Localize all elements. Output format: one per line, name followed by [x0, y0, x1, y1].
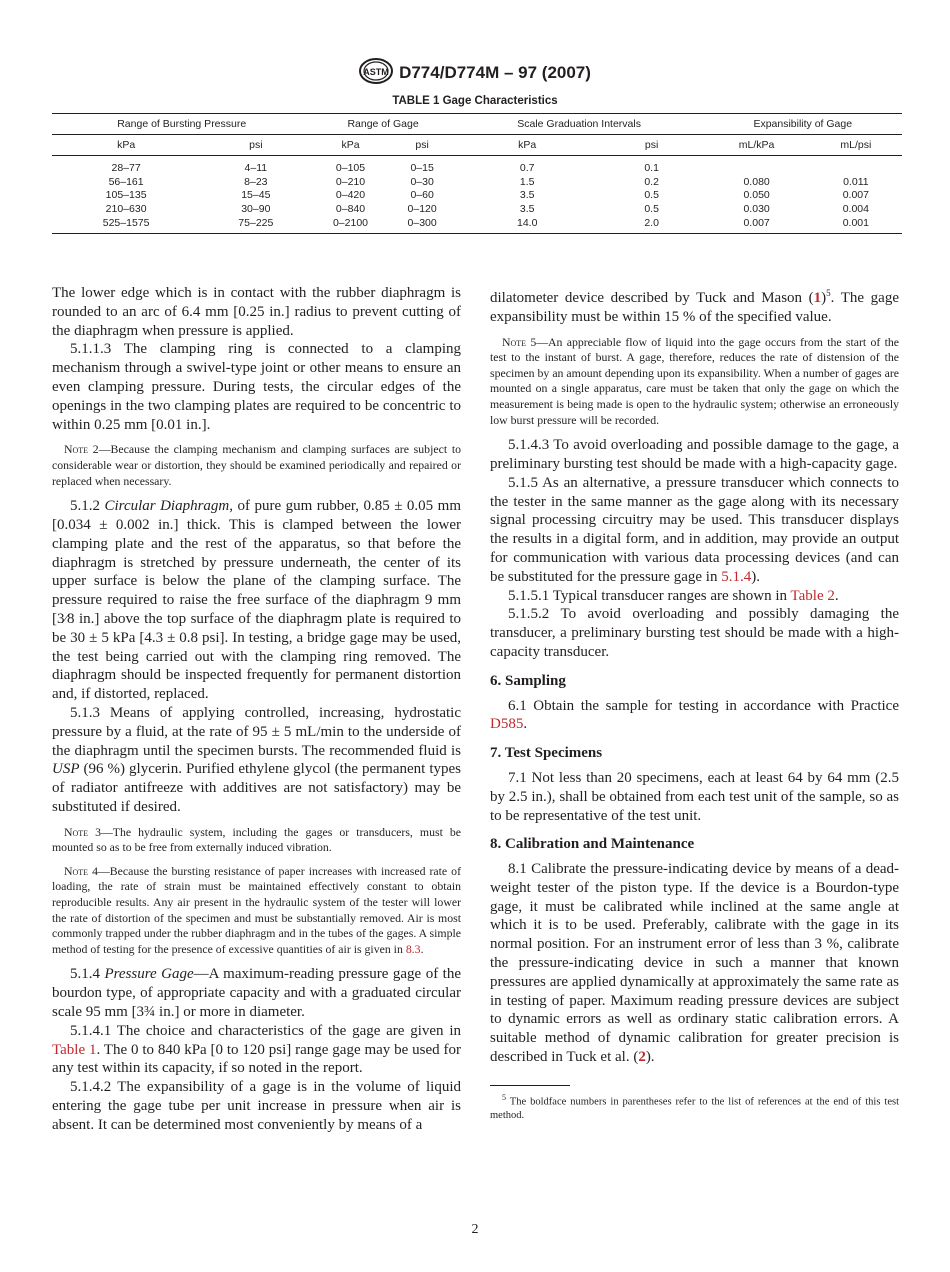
table-cell: 1.5 — [519, 175, 535, 188]
table-cell: 0.007 — [842, 189, 869, 202]
table-row — [52, 156, 902, 176]
paragraph-text: 5.1.5 As an alternative, a pressure transducer which connects to the tester in the same manner as the gage along with its necessary signal processing circuitry may be used. This transducer displays the results in a digital form, and in addition, may provide an output for communication with various data processing devices (and can be substituted for the pressure gage in — [490, 474, 899, 585]
section-heading-test-specimens: 7. Test Specimens — [490, 745, 603, 762]
paragraph-text: 6.1 Obtain the sample for testing in accordance with Practice — [508, 697, 899, 714]
table-cell: 0–840 — [335, 203, 366, 216]
table-cell: 4–11 — [244, 162, 268, 175]
reference-link[interactable]: 1 — [813, 290, 822, 306]
table-cell: 0.1 — [644, 162, 659, 175]
paragraph-text: , of pure gum rubber, 0.85 ± 0.05 mm [0.034 ± 0.002 in.] thick. This is clamped between the lower clamping plate and the rest of the apparatus, so that before the diaphragm is stretched by pressure underneath, the center of its upper surface is below the plane of the clamping surface. The pressure required to raise the free surface of the diaphragm 9 mm [3⁄8 in.] above the top surface of the diaphragm plate is required to be 30 ± 5 kPa [4.3 ± 0.8 psi]. In testing, a bridge gage may be used, the test being carried out with the clamping ring removed. The diaphragm should be inspected frequently for permanent distortion and, if distorted, replaced. — [52, 498, 461, 703]
table-unit-header: psi — [390, 135, 455, 156]
table-cell: 0–30 — [410, 175, 434, 188]
paragraph-text: . — [834, 587, 839, 604]
page-header — [0, 58, 950, 89]
table-cell: 210–630 — [105, 203, 147, 216]
paragraph-5-1-3 — [52, 704, 461, 817]
table-cell: 0.011 — [843, 175, 869, 188]
gage-characteristics-table — [52, 113, 902, 234]
table-cell: 0–2100 — [311, 216, 389, 233]
footnote-text: The boldface numbers in parentheses refer to the list of references at the end of this test method. — [490, 1096, 899, 1122]
paragraph-text: —A maximum-reading pressure gage of the bourdon type, of appropriate capacity and with a graduated circular scale 95 mm [3¾ in.] or more in diameter. — [52, 966, 461, 1021]
table-unit-header: psi — [600, 135, 704, 156]
footnote-marker: 5 — [502, 1092, 506, 1102]
table-cell: 0–120 — [407, 203, 437, 216]
paragraph-text: 5.1.3 Means of applying controlled, increasing, hydrostatic pressure by a fluid, at the rate of 95 ± 5 mL/min to the underside of the diaphragm until the specimen bursts. The recommended fluid is — [52, 704, 461, 759]
paragraph-text: . The 0 to 840 kPa [0 to 120 psi] range gage may be used for any test within its capacity, if so noted in the report. — [52, 1041, 461, 1077]
note-text: . — [420, 941, 424, 956]
paragraph-5-1-4-3: 5.1.4.3 To avoid overloading and possible damage to the gage, a preliminary bursting test should be made with a high-capacity gage. — [490, 437, 899, 472]
note-text: 5—An appreciable flow of liquid into the gage occurs from the start of the test to the instant of burst. A gage, therefore, reduces the rate of distension of the specimen by an amount depending upon its expansibility. When a number of gages are mounted on a single apparatus, care must be taken that only the gage on which the measurement is being made is open to the hydraulic system; otherwise an erroneously low burst pressure will be recorded. — [490, 334, 899, 427]
table-cell — [704, 156, 810, 176]
note-label: Note — [64, 824, 89, 839]
table-group-header: Range of Gage — [311, 114, 454, 135]
table-cell: 0.5 — [644, 203, 659, 216]
paragraph-5-1-2 — [52, 497, 461, 704]
paragraph-text: (96 %) glycerin. Purified ethylene glycol (the permanent types of radiator antifreeze with additives are not satisfactory) may be substituted if desired. — [52, 761, 461, 815]
table-unit-header: psi — [200, 135, 311, 156]
table-cell: 105–135 — [105, 189, 147, 202]
table-unit-header: kPa — [311, 135, 389, 156]
paragraph-5-1-5-2: 5.1.5.2 To avoid overloading and possibly damaging the transducer, a preliminary bursting test should be made with a high-capacity transducer. — [490, 606, 899, 660]
term: USP — [52, 761, 80, 778]
paragraph-5-1-1-3: 5.1.1.3 The clamping ring is connected to a clamping mechanism through a swivel-type joint or other means to ensure an even clamping pressure. During tests, the circular edges of the openings in the two clamping plates are required to be concentric to within 0.25 mm [0.01 in.]. — [52, 341, 461, 433]
table-cell: 0.050 — [743, 189, 770, 202]
table-cell: 525–1575 — [52, 216, 200, 233]
document-designation: D774/D774M – 97 (2007) — [399, 62, 591, 82]
section-link[interactable]: 5.1.4 — [721, 568, 752, 585]
table-group-header: Expansibility of Gage — [704, 114, 902, 135]
table-cell: 0–15 — [410, 162, 434, 175]
table-cell — [810, 156, 902, 176]
reference-link[interactable]: 2 — [638, 1049, 646, 1066]
table-link[interactable]: Table 2 — [790, 587, 835, 604]
table-cell: 0.080 — [743, 175, 770, 188]
table-cell: 3.5 — [519, 189, 535, 202]
table-cell: 0–105 — [335, 162, 366, 175]
table-cell: 0.007 — [704, 216, 810, 233]
section-heading-calibration: 8. Calibration and Maintenance — [490, 836, 695, 853]
term: Circular Diaphragm — [104, 498, 230, 515]
table-link[interactable]: Table 1 — [52, 1041, 97, 1058]
section-link[interactable]: 8.3 — [405, 941, 421, 956]
astm-logo-icon — [359, 58, 393, 89]
note-text: 2—Because the clamping mechanism and clamping surfaces are subject to considerable wear or distortion, they should be examined periodically and repaired or replaced when necessary. — [52, 442, 461, 488]
table-cell: 0–210 — [335, 175, 366, 188]
table-cell: 0.5 — [644, 189, 659, 202]
paragraph-text: 8.1 Calibrate the pressure-indicating device by means of a dead-weight tester of the piston type. If the device is a Bourdon-type gage, it must be calibrated while inclined at the same angle at which it is to be used. Preferably, calibrate with the gage in its normal position. For an instrument error of less than 3 %, calibrate the pressure-indicating device in such a manner that known pressures are applied dynamically at approximately the same rate as in testing of paper. Maximum reading pressure devices are subject to dynamic errors as well as ordinary static calibration errors. A suitable method of dynamic calibration for greater precision is described in Tuck et al. ( — [490, 861, 899, 1066]
table-cell: 0.7 — [519, 162, 535, 175]
paragraph-text: . — [523, 716, 528, 733]
paragraph-5-1-4-2: 5.1.4.2 The expansibility of a gage is in the volume of liquid entering the gage tube per unit increase in pressure when air is absent. It can be determined most conveniently by means of a — [52, 1079, 461, 1133]
paragraph-text: dilatometer device described by Tuck and Mason ( — [490, 290, 814, 306]
table-cell: 56–161 — [108, 175, 144, 188]
table-cell: 8–23 — [244, 175, 268, 188]
table-row — [52, 176, 902, 190]
note-2 — [52, 442, 461, 489]
table-cell: 28–77 — [111, 162, 141, 175]
paragraph-text: ). — [645, 1049, 655, 1066]
table-row — [52, 189, 902, 203]
footnote — [490, 1091, 899, 1124]
term: Pressure Gage — [104, 966, 194, 983]
svg-text:ASTM: ASTM — [363, 67, 389, 77]
standard-link[interactable]: D585 — [490, 716, 524, 733]
left-column — [52, 284, 461, 1135]
paragraph: The lower edge which is in contact with the rubber diaphragm is rounded to an arc of 6.4 mm [0.25 in.] radius to prevent cutting of the diaphragm when pressure is applied. — [52, 285, 461, 339]
note-label: Note — [64, 442, 89, 457]
section-number: 5.1.2 — [70, 498, 105, 515]
table-caption: TABLE 1 Gage Characteristics — [392, 95, 558, 107]
table-unit-header: kPa — [52, 135, 200, 156]
paragraph-5-1-4 — [52, 965, 461, 1021]
table-group-header: Scale Graduation Intervals — [455, 114, 704, 135]
table-cell: 0.001 — [810, 216, 902, 233]
note-4 — [52, 864, 461, 958]
note-text: 3—The hydraulic system, including the gages or transducers, must be mounted so as to be free from externally induced vibration. — [52, 824, 461, 855]
note-3 — [52, 825, 461, 856]
paragraph-6-1 — [490, 697, 899, 735]
table-cell: 15–45 — [241, 189, 271, 202]
paragraph-5-1-5 — [490, 474, 899, 587]
table-cell: 0.004 — [842, 203, 869, 216]
paragraph-7-1: 7.1 Not less than 20 specimens, each at least 64 by 64 mm (2.5 by 2.5 in.), shall be obtained from each test unit of the sample, so as to be representative of the test unit. — [490, 769, 899, 824]
footnote-divider — [490, 1085, 570, 1086]
note-text: 4—Because the bursting resistance of paper increases with increased rate of loading, the rate of strain must be maintained effectively constant to obtain reproducible results. Any air present in the hydraulic system of the tester will lower the rate of distortion of the specimen and must be substantially removed. Air is most commonly trapped under the rubber diaphragm and in the tubes of the gages. A simple method of testing for the presence of excessive quantities of air is given in — [52, 863, 461, 956]
paragraph-5-1-4-1 — [52, 1022, 461, 1078]
section-heading-sampling: 6. Sampling — [490, 672, 566, 689]
table-unit-header: mL/kPa — [704, 135, 810, 156]
page-number: 2 — [471, 1222, 479, 1237]
note-label: Note — [64, 863, 89, 878]
note-label: Note — [502, 334, 527, 349]
table-cell: 0.2 — [644, 175, 659, 188]
paragraph-5-1-5-1 — [490, 587, 899, 606]
table-cell: 2.0 — [600, 216, 704, 233]
paragraph-text: ). — [751, 568, 760, 585]
table-cell: 0.030 — [743, 203, 770, 216]
paragraph-text: . The gage expansibility must be within 15 % of the specified value. — [490, 290, 899, 325]
paragraph-8-1 — [490, 860, 899, 1067]
table-cell: 75–225 — [200, 216, 311, 233]
table-cell: 30–90 — [241, 203, 271, 216]
table-cell: 0–300 — [390, 216, 455, 233]
table-row — [52, 203, 902, 217]
table-unit-header: kPa — [455, 135, 600, 156]
table-cell: 3.5 — [519, 203, 535, 216]
table-cell: 0–60 — [410, 189, 434, 202]
section-number: 5.1.4 — [70, 966, 105, 983]
table-cell: 14.0 — [455, 216, 600, 233]
table-cell: 0–420 — [335, 189, 366, 202]
table-group-header: Range of Bursting Pressure — [52, 114, 311, 135]
paragraph-text: 5.1.4.1 The choice and characteristics of the gage are given in — [70, 1022, 461, 1039]
footnote-marker: 5 — [826, 288, 831, 298]
note-5 — [490, 335, 899, 429]
paragraph-text: 5.1.5.1 Typical transducer ranges are shown in — [508, 587, 791, 604]
table-unit-header: mL/psi — [810, 135, 902, 156]
right-column — [490, 284, 899, 1123]
table-row — [52, 216, 902, 233]
paragraph: dilatometer device described by Tuck and Mason $(1)^5$. The gage expansibility must be within 15 % of the specified value. — [490, 288, 899, 325]
